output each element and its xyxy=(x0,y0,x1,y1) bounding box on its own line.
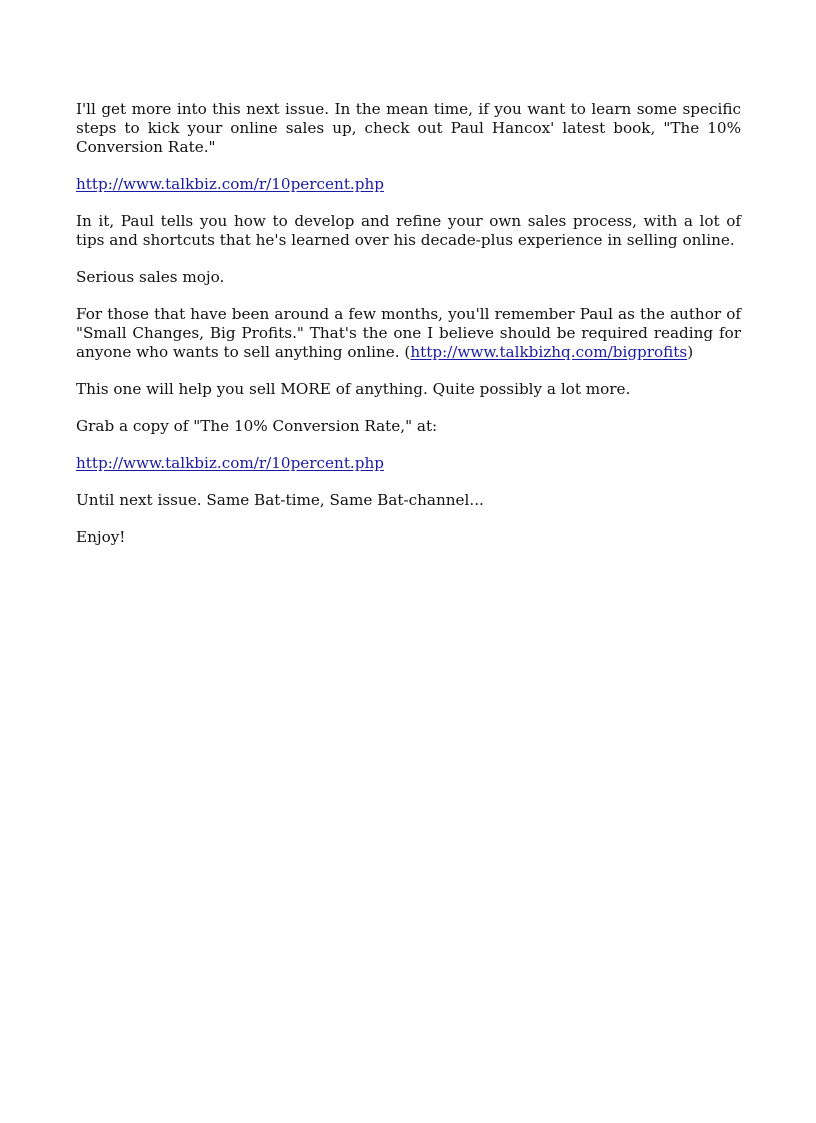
conversion-rate-link[interactable]: http://www.talkbiz.com/r/10percent.php xyxy=(76,175,384,193)
paragraph-link-2 xyxy=(76,454,741,473)
paragraph-link-1 xyxy=(76,175,741,194)
author-note-text: For those that have been around a few months, you'll remember Paul as the author of "Small Changes, Big Profits." That's the one I believe should be required reading for anyone who wants to sell anything online. ( xyxy=(76,305,741,361)
conversion-rate-link-2[interactable]: http://www.talkbiz.com/r/10percent.php xyxy=(76,454,384,472)
newsletter-body xyxy=(76,100,741,565)
paragraph-author-note xyxy=(76,305,741,362)
paragraph-sell-more: This one will help you sell MORE of anything. Quite possibly a lot more. xyxy=(76,380,631,398)
paragraph-enjoy: Enjoy! xyxy=(76,528,126,546)
paragraph-sign-off: Until next issue. Same Bat-time, Same Bat-channel... xyxy=(76,491,484,509)
author-note-close: ) xyxy=(687,343,694,361)
paragraph-intro: I'll get more into this next issue. In the mean time, if you want to learn some specific steps to kick your online sales up, check out Paul Hancox' latest book, "The 10% Conversion Rate." xyxy=(76,100,741,156)
bigprofits-link[interactable]: http://www.talkbizhq.com/bigprofits xyxy=(410,343,688,361)
paragraph-grab-copy: Grab a copy of "The 10% Conversion Rate," at: xyxy=(76,417,438,435)
paragraph-book-description: In it, Paul tells you how to develop and refine your own sales process, with a lot of tips and shortcuts that he's learned over his decade-plus experience in selling online. xyxy=(76,212,741,249)
paragraph-mojo: Serious sales mojo. xyxy=(76,268,225,286)
